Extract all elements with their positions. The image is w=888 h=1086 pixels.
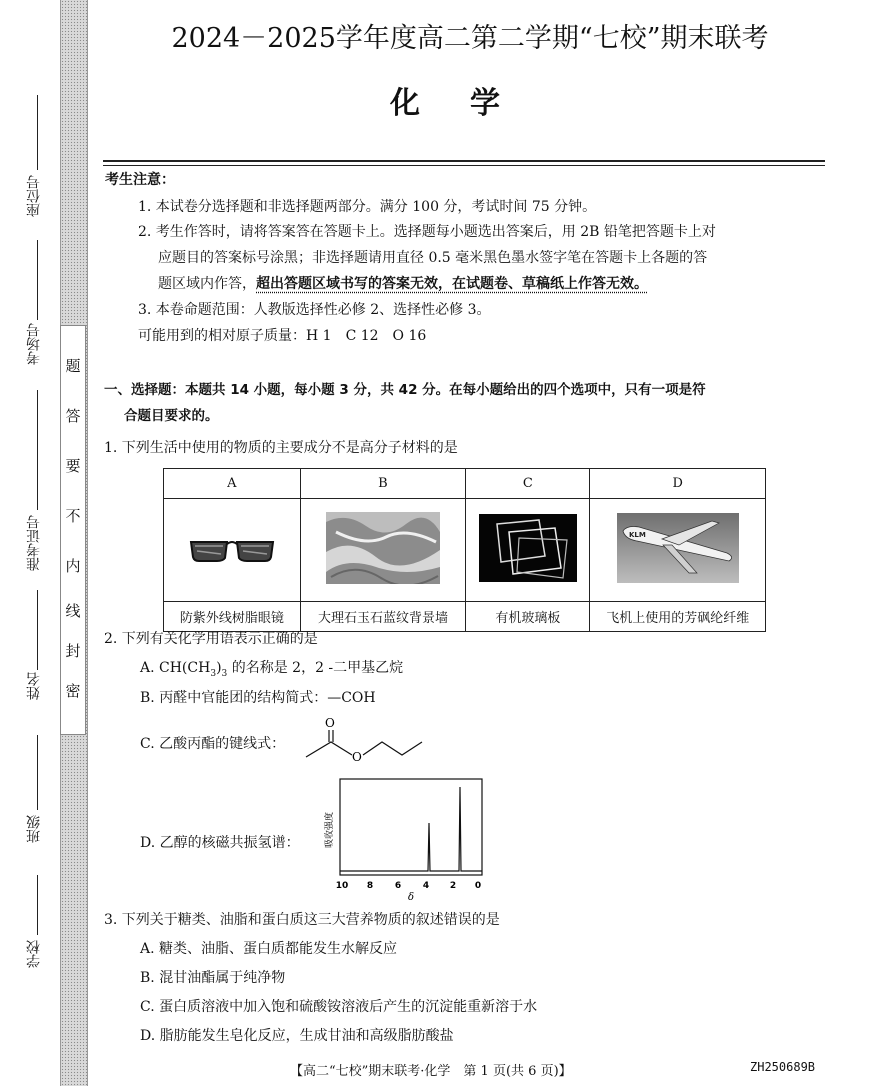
- option-header: B: [300, 469, 466, 499]
- seal-char: 不: [65, 507, 81, 525]
- nmr-tick: 4: [422, 881, 430, 891]
- question-1-stem: 1. 下列生活中使用的物质的主要成分不是高分子材料的是: [104, 440, 458, 456]
- question-3-option-d: D. 脂肪能发生皂化反应，生成甘油和高级脂肪酸盐: [140, 1028, 454, 1044]
- question-3-option-b: B. 混甘油酯属于纯净物: [140, 970, 286, 986]
- subject-title: 化学: [390, 86, 550, 121]
- paper-code: ZH250689B: [750, 1060, 816, 1074]
- marble-image: [326, 512, 440, 584]
- option-header: A: [164, 469, 301, 499]
- nmr-trace: [340, 787, 482, 871]
- class-line: [37, 735, 38, 810]
- notice-item-2-cont: 应题目的答案标号涂黑；非选择题请用直径 0.5 毫米黑色墨水签字笔在答题卡上各题的答: [158, 250, 708, 266]
- class-label: 班级: [26, 815, 42, 843]
- notice-text: 题区域内作答，: [158, 276, 256, 292]
- nmr-spectrum: [320, 775, 490, 905]
- ticket-label: 准考证号: [26, 515, 42, 571]
- exam-title: 2024－2025学年度高二第二学期“七校”期末联考: [171, 23, 769, 54]
- notice-item-3: 3. 本卷命题范围：人教版选择性必修 2、选择性必修 3。: [138, 302, 491, 318]
- section-heading: 一、选择题：本题共 14 小题，每小题 3 分，共 42 分。在每小题给出的四个选项中，只有一项是符: [104, 382, 706, 398]
- room-label: 考场号: [26, 323, 42, 365]
- section-heading-cont: 合题目要求的。: [124, 408, 219, 424]
- option-caption: 飞机上使用的芳砜纶纤维: [590, 602, 766, 632]
- seat-line: [37, 95, 38, 170]
- room-line: [37, 240, 38, 320]
- notice-item-2-cont: [158, 274, 648, 294]
- seal-char: 题: [65, 357, 81, 375]
- question-2-option-a: [140, 658, 403, 684]
- airplane-image: [617, 513, 739, 583]
- seal-char: 要: [65, 457, 81, 475]
- school-label: 学校: [26, 940, 42, 968]
- question-3-stem: 3. 下列关于糖类、油脂和蛋白质这三大营养物质的叙述错误的是: [104, 912, 500, 928]
- option-header: D: [590, 469, 766, 499]
- option-caption: 有机玻璃板: [466, 602, 590, 632]
- glasses-image-cell: [164, 499, 301, 602]
- nmr-tick: 2: [449, 881, 457, 891]
- question-2-option-d: D. 乙醇的核磁共振氢谱：: [140, 835, 300, 851]
- carbonyl-oxygen: O: [325, 716, 335, 730]
- atomic-mass: 可能用到的相对原子质量：H 1 C 12 O 16: [138, 328, 427, 344]
- subscript: 3: [221, 668, 228, 679]
- header-rule: [103, 165, 825, 166]
- ester-oxygen: O: [352, 750, 362, 764]
- airplane-livery-text: KLM: [628, 531, 646, 539]
- ticket-line: [37, 390, 38, 510]
- question-2-stem: 2. 下列有关化学用语表示正确的是: [104, 631, 318, 647]
- option-caption: 防紫外线树脂眼镜: [164, 602, 301, 632]
- option-a-text: 的名称是 2，2 -二甲基乙烷: [227, 660, 404, 676]
- seal-char: 密: [65, 682, 81, 700]
- nmr-tick: 10: [335, 881, 349, 891]
- name-label: 姓名: [26, 672, 42, 700]
- option-a-text: A. CH(CH: [140, 660, 211, 676]
- seal-char: 封: [65, 642, 81, 660]
- question-2-option-c: C. 乙酸丙酯的键线式：: [140, 736, 286, 752]
- name-line: [37, 590, 38, 670]
- seal-char: 线: [65, 602, 81, 620]
- option-header: C: [466, 469, 590, 499]
- airplane-image-cell: [590, 499, 766, 602]
- seat-label: 座位号: [26, 175, 42, 217]
- question-3-option-a: A. 糖类、油脂、蛋白质都能发生水解反应: [140, 941, 398, 957]
- nmr-tick: 0: [474, 881, 482, 891]
- header-rule: [103, 160, 825, 162]
- seal-char: 答: [65, 407, 81, 425]
- propyl-acetate-structure: [300, 715, 430, 765]
- glasses-image: [187, 528, 277, 568]
- question-1-table: [163, 468, 766, 632]
- seal-line-box: [60, 325, 86, 735]
- notice-item-1: 1. 本试卷分选择题和非选择题两部分。满分 100 分，考试时间 75 分钟。: [138, 199, 597, 215]
- subscript: 3: [210, 668, 217, 679]
- marble-image-cell: [300, 499, 466, 602]
- school-line: [37, 875, 38, 935]
- seal-char: 内: [65, 557, 81, 575]
- page-footer: 【高二“七校”期末联考·化学 第 1 页(共 6 页)】: [290, 1064, 572, 1079]
- option-a-text: ): [216, 660, 222, 676]
- nmr-x-label: δ: [408, 892, 415, 903]
- question-3-option-c: C. 蛋白质溶液中加入饱和硫酸铵溶液后产生的沉淀能重新溶于水: [140, 999, 538, 1015]
- acrylic-image-cell: [466, 499, 590, 602]
- notice-item-2: 2. 考生作答时，请将答案答在答题卡上。选择题每小题选出答案后，用 2B 铅笔把答题卡上对: [138, 224, 716, 240]
- nmr-tick: 6: [394, 881, 402, 891]
- nmr-y-label: 吸收强度: [325, 811, 335, 849]
- acrylic-image: [479, 514, 577, 582]
- nmr-tick: 8: [366, 881, 374, 891]
- notice-heading: 考生注意：: [105, 172, 175, 188]
- question-2-option-b: B. 丙醛中官能团的结构简式：—COH: [140, 690, 376, 706]
- notice-emphasis: 超出答题区域书写的答案无效，在试题卷、草稿纸上作答无效。: [256, 276, 648, 292]
- option-caption: 大理石玉石蓝纹背景墙: [300, 602, 466, 632]
